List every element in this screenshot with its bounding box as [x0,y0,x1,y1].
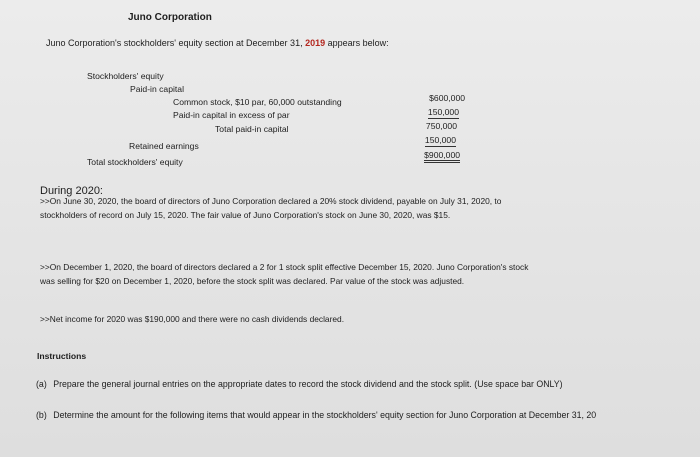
equity-total-value: $900,000 [424,150,460,163]
intro-text-end: appears below: [325,38,389,48]
intro-year: 2019 [305,38,326,48]
equity-value-underlined: 150,000 [427,107,459,117]
event-paragraph: >>On December 1, 2020, the board of directors declared a 2 for 1 stock split effective December 15, 2020. Juno Corporation's stock was selling for $20 on December 1, 2020, before the stock split was declared. Par value of the stock was adjusted. [40,262,529,286]
paid-in-heading: Paid-in capital [130,84,184,94]
instruction-text: Determine the amount for the following items that would appear in the stockholders' equity section for Juno Corporation at December 31, 20 [53,410,597,420]
equity-row-label: Retained earnings [129,141,199,151]
instructions-heading: Instructions [37,351,87,361]
equity-row-value [396,135,456,145]
equity-row-value: 750,000 [425,121,457,131]
event-paragraph: >>Net income for 2020 was $190,000 and there were no cash dividends declared. [40,314,345,324]
equity-row-label: Paid-in capital in excess of par [173,110,290,120]
instruction-marker: (a) [36,379,47,389]
instruction-marker: (b) [36,410,47,420]
equity-row-value [399,107,459,117]
during-heading: During 2020: [40,185,103,197]
instruction-item [36,410,596,420]
equity-row-label: Total stockholders' equity [87,157,183,167]
instruction-text: Prepare the general journal entries on the appropriate dates to record the stock dividend and the stock split. (Use space bar ONLY) [53,379,563,389]
equity-row-label: Total paid-in capital [215,124,289,134]
equity-row-value: $600,000 [429,93,465,103]
equity-heading: Stockholders' equity [87,71,164,81]
instruction-item [36,379,563,389]
event-paragraph: >>On June 30, 2020, the board of directors of Juno Corporation declared a 20% stock dividend, payable on July 31, 2020, to stockholders of record on July 15, 2020. The fair value of Juno Corporation's stock on June 30, 2020, was $15. [40,196,502,220]
equity-row-value [400,150,460,160]
page-title: Juno Corporation [128,12,212,23]
equity-row-label: Common stock, $10 par, 60,000 outstanding [173,97,342,107]
intro-text-start: Juno Corporation's stockholders' equity section at December 31, [46,38,306,48]
intro-text [46,38,389,48]
equity-value-underlined: 150,000 [424,135,456,145]
